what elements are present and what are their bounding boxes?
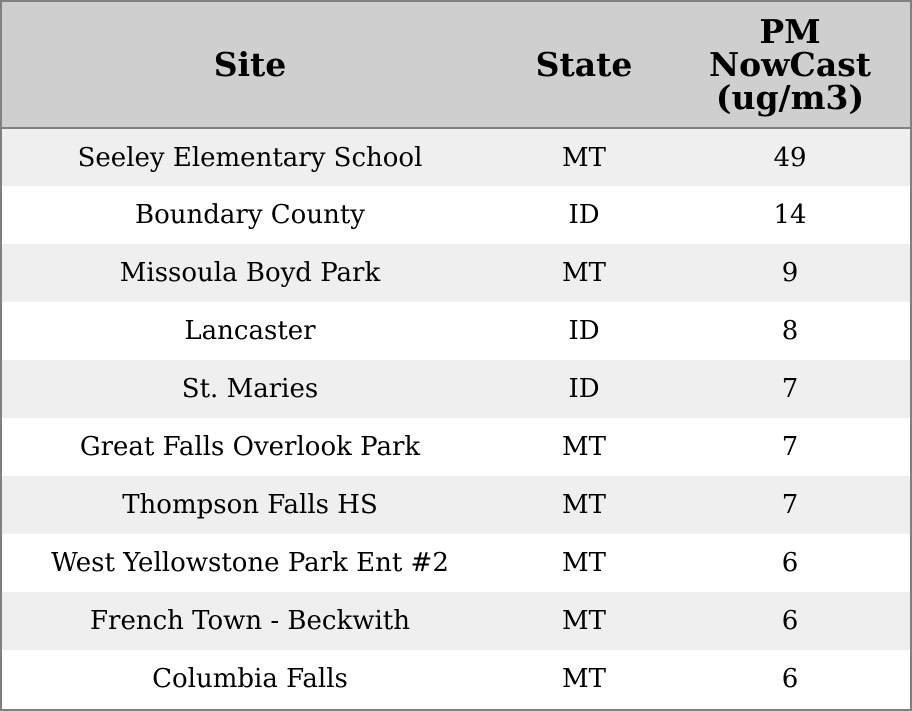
cell-state: MT [562,490,606,520]
cell-pm-nowcast: 7 [781,432,799,462]
table-row [2,650,910,708]
cell-state: MT [562,606,606,636]
cell-state: MT [562,142,606,173]
table-row [2,186,910,244]
cell-pm-nowcast: 7 [781,374,799,404]
column-header-pm-nowcast [670,2,910,128]
column-header-state [498,2,670,128]
pm-nowcast-table [2,2,910,708]
cell-pm-nowcast: 14 [773,200,807,230]
cell-pm-nowcast: 6 [781,664,799,694]
header-site-line: Site [213,45,287,84]
cell-pm-nowcast: 6 [781,606,799,636]
header-pm-line-2: NowCast [708,45,872,84]
cell-state: MT [562,664,606,694]
table-row [2,592,910,650]
cell-state: ID [568,374,600,404]
table-row [2,244,910,302]
cell-site: West Yellowstone Park Ent #2 [51,548,449,578]
cell-site: St. Maries [181,374,319,404]
table-row [2,534,910,592]
cell-site: Thompson Falls HS [122,490,378,520]
cell-site: Boundary County [135,200,365,230]
table-row [2,418,910,476]
cell-site: Lancaster [184,316,316,346]
cell-pm-nowcast: 8 [781,316,799,346]
header-pm-line-1: PM [759,12,821,51]
cell-site: Great Falls Overlook Park [79,432,421,462]
table-row [2,302,910,360]
cell-state: MT [562,548,606,578]
cell-site: Missoula Boyd Park [119,258,381,288]
column-header-site [2,2,498,128]
cell-site: Seeley Elementary School [77,142,423,173]
header-pm-line-3: (ug/m3) [715,78,865,117]
table-row [2,476,910,534]
table-row [2,128,910,186]
cell-pm-nowcast: 9 [781,258,799,288]
cell-state: MT [562,258,606,288]
table-header-row [2,2,910,128]
cell-site: Columbia Falls [152,664,348,694]
cell-pm-nowcast: 6 [781,548,799,578]
cell-pm-nowcast: 49 [773,142,807,173]
cell-state: MT [562,432,606,462]
header-state-line: State [535,45,633,84]
cell-pm-nowcast: 7 [781,490,799,520]
table-row [2,360,910,418]
table-body [2,128,910,708]
cell-state: ID [568,200,600,230]
cell-state: ID [568,316,600,346]
cell-site: French Town - Beckwith [89,606,411,636]
